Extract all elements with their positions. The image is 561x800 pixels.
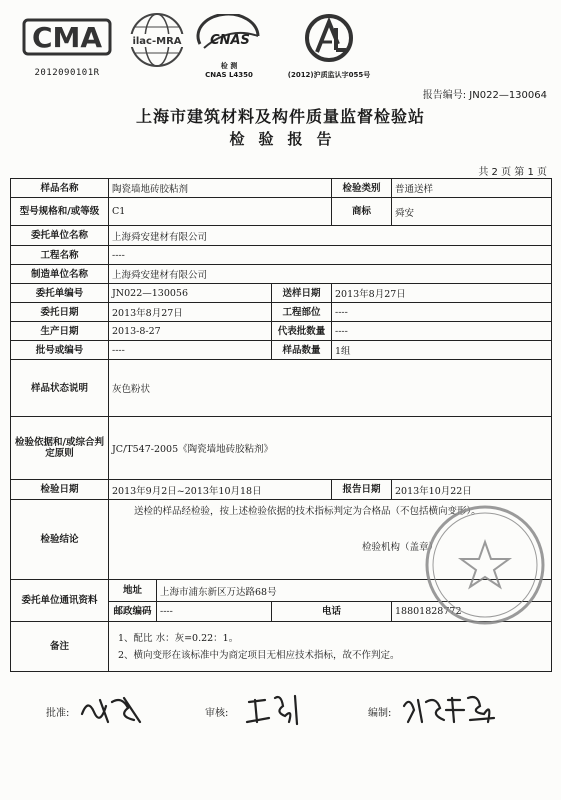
conclusion-text: 送检的样品经检验，按上述检验依据的技术指标判定为合格品（不包括横向变形）。 [134, 506, 481, 517]
cma-number: 2012090101R [34, 68, 100, 78]
page-info: 共 2 页 第 1 页 [478, 167, 547, 178]
address-label: 地址 [109, 580, 157, 602]
table-row [11, 179, 552, 198]
sample-name-label: 样品名称 [11, 179, 109, 198]
basis-label: 检验依据和/或综合判定原则 [11, 417, 109, 480]
cnas-caption-2: CNAS L4350 [205, 71, 253, 79]
report-date-label: 报告日期 [332, 480, 392, 500]
table-row [11, 246, 552, 265]
inspect-date-value: 2013年9月2日~2013年10月18日 [109, 480, 332, 500]
remark-1: 1、配比 水：灰=0.22：1。 [118, 632, 239, 644]
part-label: 工程部位 [272, 303, 332, 322]
send-date-value: 2013年8月27日 [332, 284, 552, 303]
cal-caption: (2012)沪质监认字055号 [287, 71, 371, 79]
cnas-logo [192, 14, 266, 80]
table-row [11, 265, 552, 284]
address-value: 上海市浦东新区万达路68号 [157, 580, 552, 602]
table-row [11, 500, 552, 580]
model-label: 型号规格和/或等级 [11, 198, 109, 226]
postcode-label: 邮政编码 [109, 602, 157, 622]
sample-name-value: 陶瓷墙地砖胶粘剂 [109, 179, 332, 198]
part-value: ---- [332, 303, 552, 322]
lot-label: 批号或编号 [11, 341, 109, 360]
order-date-value: 2013年8月27日 [109, 303, 272, 322]
svg-text:CMA: CMA [31, 21, 103, 54]
signature-row [0, 692, 561, 732]
order-date-label: 委托日期 [11, 303, 109, 322]
cma-mark-icon [22, 14, 112, 58]
approve-signature [78, 692, 148, 726]
remark-2: 2、横向变形在该标准中为商定项目无相应技术指标，故不作判定。 [118, 649, 400, 661]
table-row [11, 360, 552, 417]
inspect-type-label: 检验类别 [332, 179, 392, 198]
page-subtitle: 检验报告 [229, 130, 346, 148]
table-row [11, 480, 552, 500]
inspect-date-label: 检验日期 [11, 480, 109, 500]
svg-text:CNAS: CNAS [210, 33, 250, 48]
send-date-label: 送样日期 [272, 284, 332, 303]
state-value: 灰色粉状 [109, 360, 552, 417]
cal-logo [274, 12, 384, 80]
table-row [11, 580, 552, 602]
remarks-label: 备注 [11, 622, 109, 672]
order-no-label: 委托单编号 [11, 284, 109, 303]
table-row [11, 417, 552, 480]
ilac-globe-icon [122, 10, 192, 72]
certification-logos [14, 10, 554, 82]
batch-qty-value: ---- [332, 322, 552, 341]
report-date-value: 2013年10月22日 [392, 480, 552, 500]
prod-date-value: 2013-8-27 [109, 322, 272, 341]
table-row [11, 198, 552, 226]
compile-signature [400, 692, 500, 728]
prod-date-label: 生产日期 [11, 322, 109, 341]
batch-qty-label: 代表批数量 [272, 322, 332, 341]
table-row [11, 226, 552, 246]
basis-value: JC/T547-2005《陶瓷墙地砖胶粘剂》 [109, 417, 552, 480]
brand-label: 商标 [332, 198, 392, 226]
review-signature [245, 692, 305, 728]
cnas-mark-icon [192, 14, 266, 58]
ilac-mra-logo [122, 10, 192, 72]
model-value: C1 [109, 198, 332, 226]
svg-text:ilac-MRA: ilac-MRA [132, 36, 182, 47]
approve-label: 批准: [46, 708, 70, 719]
client-value: 上海舜安建材有限公司 [109, 226, 552, 246]
maker-label: 制造单位名称 [11, 265, 109, 284]
state-label: 样品状态说明 [11, 360, 109, 417]
brand-value: 舜安 [392, 198, 552, 226]
table-row [11, 341, 552, 360]
conclusion-sign: 检验机构（盖章） [361, 542, 438, 553]
inspect-type-value: 普通送样 [392, 179, 552, 198]
order-no-value: JN022—130056 [109, 284, 272, 303]
sample-qty-label: 样品数量 [272, 341, 332, 360]
phone-value: 18801828772 [392, 602, 552, 622]
postcode-value: ---- [157, 602, 272, 622]
client-label: 委托单位名称 [11, 226, 109, 246]
table-row [11, 284, 552, 303]
report-table [10, 178, 552, 672]
cal-mark-icon [274, 12, 384, 64]
cma-logo [22, 14, 112, 78]
table-row [11, 622, 552, 672]
maker-value: 上海舜安建材有限公司 [109, 265, 552, 284]
table-row [11, 322, 552, 341]
phone-label: 电话 [272, 602, 392, 622]
sample-qty-value: 1组 [332, 341, 552, 360]
contact-label: 委托单位通讯资料 [11, 580, 109, 622]
lot-value: ---- [109, 341, 272, 360]
page-title: 上海市建筑材料及构件质量监督检验站 [135, 107, 425, 126]
review-label: 审核: [205, 708, 229, 719]
compile-label: 编制: [368, 708, 392, 719]
remarks-cell [109, 622, 552, 672]
table-row [11, 303, 552, 322]
project-value: ---- [109, 246, 552, 265]
conclusion-cell [109, 500, 552, 580]
conclusion-label: 检验结论 [11, 500, 109, 580]
project-label: 工程名称 [11, 246, 109, 265]
report-number: 报告编号: JN022—130064 [422, 90, 547, 101]
cnas-caption-1: 检 测 [220, 62, 238, 70]
